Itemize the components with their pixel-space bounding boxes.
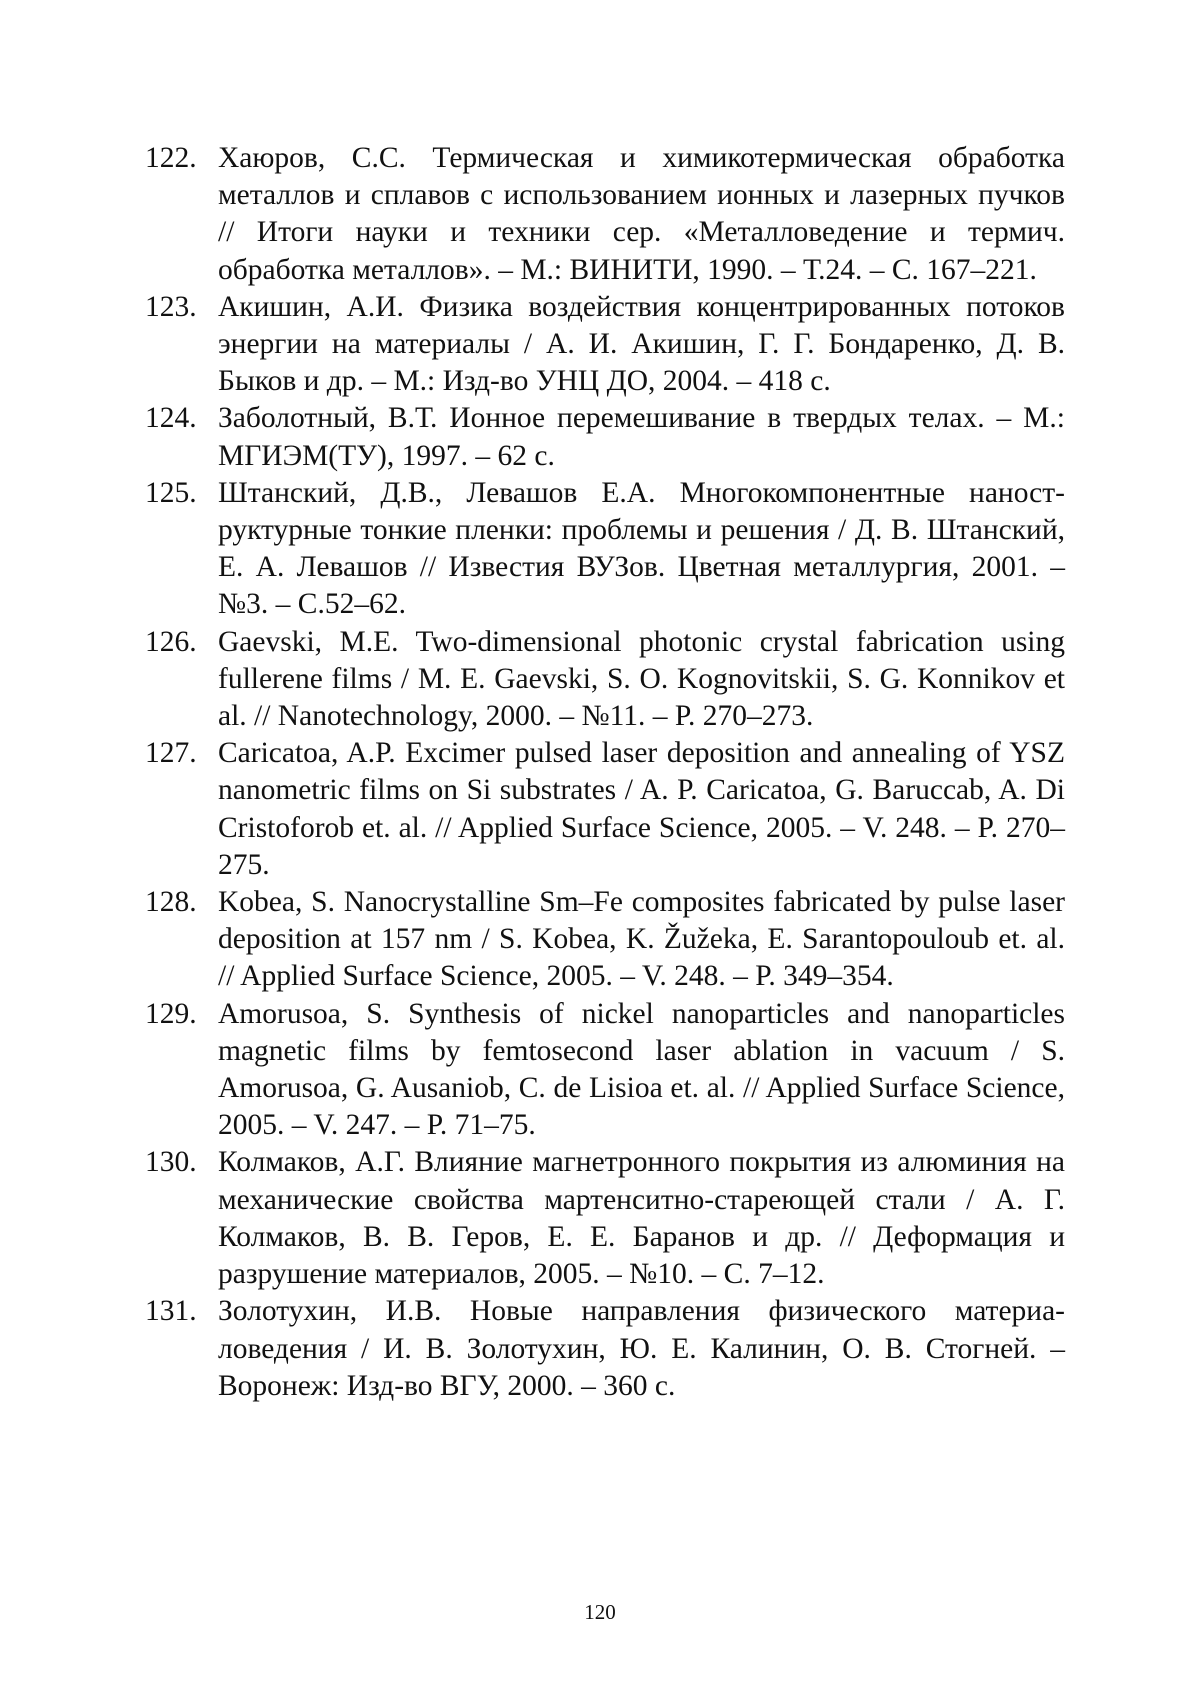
reference-text: Gaevski, M.E. Two-dimensional photonic crystal fabrication using fullerene films / M. E. Gaevski, S. O. Kognovitskii, S. G. Konnikov et al. // Nanotechnology, 2000. – №11. – P. 270–273.: [218, 625, 1065, 733]
reference-number: 127.: [145, 737, 197, 770]
reference-text: Штанский, Д.В., Левашов Е.А. Многокомпонентные наноструктурные тонкие пленки: проблемы и решения / Д. В. Штанский, Е. А. Левашов // Известия ВУЗов. Цветная металлургия, 2001. – №3. – С.52–62.: [218, 476, 1065, 621]
reference-text: Акишин, А.И. Физика воздействия концентрированных потоков энергии на материалы / А. И. Акишин, Г. Г. Бондаренко, Д. В. Быков и др. – М.: Изд-во УНЦ ДО, 2004. – 418 с.: [218, 290, 1065, 398]
reference-item: [145, 624, 1065, 736]
reference-item: [145, 996, 1065, 1145]
reference-item: [145, 735, 1065, 884]
page-number: 120: [584, 1600, 616, 1624]
reference-item: [145, 1293, 1065, 1405]
reference-number: 126.: [145, 625, 197, 658]
reference-number: 131.: [145, 1295, 197, 1328]
reference-text: Золотухин, И.В. Новые направления физического материаловедения / И. В. Золотухин, Ю. Е. Калинин, О. В. Стогней. – Воронеж: Изд-во ВГУ, 2000. – 360 с.: [218, 1295, 1065, 1402]
reference-number: 130.: [145, 1146, 197, 1179]
reference-text: Колмаков, А.Г. Влияние магнетронного покрытия из алюминия на механические свойства мартенситно-стареющей стали / А. Г. Колмаков, В. В. Геров, Е. Е. Баранов и др. // Деформация и разрушение материалов, 2005. – №10. – С. 7–12.: [218, 1146, 1065, 1291]
reference-number: 122.: [145, 142, 197, 174]
reference-item: [145, 140, 1065, 289]
reference-item: [145, 400, 1065, 474]
reference-number: 124.: [145, 402, 197, 435]
reference-text: Amorusoa, S. Synthesis of nickel nanoparticles and nanoparticles magnetic films by femtosecond laser ablation in vacuum / S. Amorusoa, G. Ausaniob, C. de Lisioa et. al. // Applied Surface Science, 2005. – V. 247. – P. 71–75.: [218, 997, 1065, 1142]
reference-number: 123.: [145, 290, 197, 323]
reference-number: 128.: [145, 886, 197, 919]
reference-item: [145, 884, 1065, 996]
reference-text: Kobea, S. Nanocrystalline Sm–Fe composites fabricated by pulse laser deposition at 157 nm / S. Kobea, K. Žužeka, E. Sarantopouloub et. al. // Applied Surface Science, 2005. – V. 248. – P. 349–354.: [218, 886, 1065, 993]
reference-text: Заболотный, В.Т. Ионное перемешивание в твердых телах. – М.: МГИЭМ(ТУ), 1997. – 62 с.: [218, 402, 1065, 472]
reference-item: [145, 1144, 1065, 1293]
reference-text: Хаюров, С.С. Термическая и химикотермическая обработка металлов и сплавов с использованием ионных и лазерных пучков // Итоги науки и техники сер. «Металловедение и термич. обработка металлов». – М.: ВИНИТИ, 1990. – Т.24. – С. 167–221.: [218, 142, 1065, 286]
reference-list: [145, 140, 1065, 1405]
reference-text: Caricatoa, A.P. Excimer pulsed laser deposition and annealing of YSZ nanometric films on Si substrates / A. P. Caricatoa, G. Baruccab, A. Di Cristoforob et. al. // Applied Surface Science, 2005. – V. 248. – P. 270–275.: [218, 737, 1065, 881]
reference-number: 125.: [145, 476, 197, 509]
reference-item: [145, 289, 1065, 401]
reference-item: [145, 475, 1065, 624]
reference-number: 129.: [145, 997, 197, 1030]
